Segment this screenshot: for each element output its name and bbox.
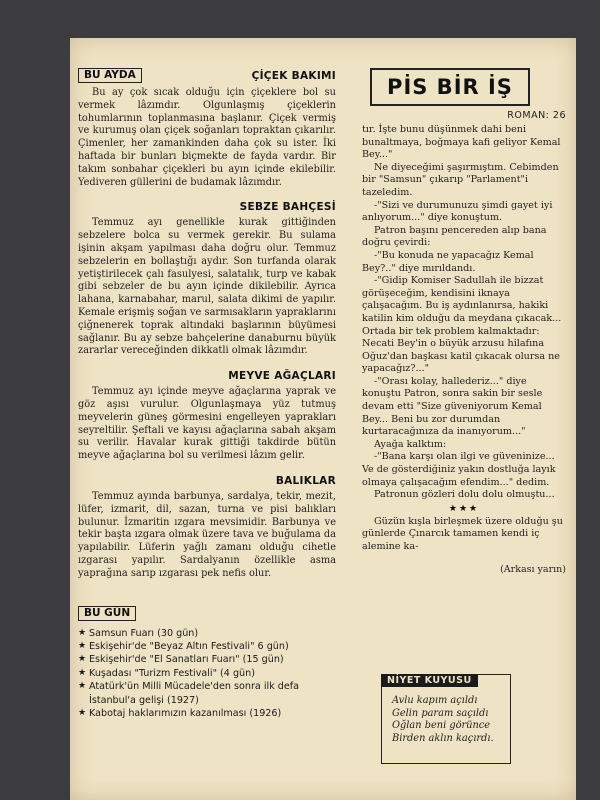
star-icon: ★ <box>78 627 87 638</box>
bu-gun-list <box>78 627 336 721</box>
roman-paragraph: -"Sizi ve durumunuzu şimdi gayet iyi anlıyorum..." diye konuştum. <box>362 199 553 224</box>
star-icon: ★ <box>78 640 87 651</box>
poem-line: Birden aklın kaçırdı. <box>392 732 494 744</box>
poem-line: Gelin param saçıldı <box>392 707 489 719</box>
separator-stars: ★★★ <box>448 503 480 514</box>
roman-paragraph: Ayağa kalktım: <box>374 438 447 450</box>
bu-ayda-header <box>78 68 336 83</box>
section-title-sebze: SEBZE BAHÇESİ <box>239 201 336 214</box>
section-text-sebze: Temmuz ayı genellikle kurak gittiğinden sebzelere bolca su vermek gerekir. Bu sulama işinin akşam yapılması daha doğru olur. Temmuz sebzelerin en bollaştığı aydır. Son turfanda olarak yetiştirilecek çalı fasulyesi, salatalık, turp ve kabak gibi sebzeler de bu ayın içinde dikilebilir. Ayrıca lahana, karnabahar, marul, salata dikimi de yapılır. Kemale erişmiş soğan ve sarmısakların yapraklarını çiğnenerek toprak altındaki başlarının büyümesi sağlanır. Bu ay sebze bahçelerine danaburnu büyük zararlar vereceğinden dikkatli olmak lâzımdır. <box>78 217 336 357</box>
roman-paragraph: Güzün kışla birleşmek üzere olduğu şu günlerde Çınarcık tamamen kendi iç alemine ka- <box>362 515 563 552</box>
roman-paragraph: Patronun gözleri dolu dolu olmuştu... <box>374 489 555 501</box>
roman-paragraph: -"Bana karşı olan ilgi ve güveninize... Ve de gösterdiğiniz yakın dostluğa layık olmaya çalışacağım efendim..." dedim. <box>362 451 556 488</box>
list-item: ★ Kuşadası "Turizm Festivali" (4 gün) <box>78 667 255 679</box>
roman-paragraph: -"Bu konuda ne yapacağız Kemal Bey?.." diye mırıldandı. <box>362 249 534 274</box>
section-text-baliklar: Temmuz ayında barbunya, sardalya, tekir, mezit, lüfer, izmarit, dil, sazan, turna ve pisi balıkları bulunur. İzmaritin ızgara mevsimidir. Barbunya ve tekir başta ızgara olmak üzere tava ve buğulama da yapılabilir. Lüferin yağlı zamanı olduğu cihetle ızgarası yapılır. Sardalyanın özellikle asma yaprağına sarıp ızgarası pek nefis olur. <box>78 490 336 579</box>
list-item: ★ Atatürk'ün Milli Mücadele'den sonra ilk defa İstanbul'a gelişi (1927) <box>78 681 300 706</box>
section-title-cicek: ÇİÇEK BAKIMI <box>251 69 336 82</box>
roman-paragraph: -"Orası kolay, hallederiz..." diye konuştu Patron, sonra sakin bir sesle devam etti "Size güveniyorum Kemal Bey... Beni bu zor durumdan kurtaracağınıza da inanıyorum..." <box>362 375 543 438</box>
list-item: ★ Eskişehir'de "El Sanatları Fuarı" (15 gün) <box>78 654 284 666</box>
section-text-meyve: Temmuz ayı içinde meyve ağaçlarına yaprak ve göz aşısı vurulur. Olgunlaşmaya yüz tutmuş meyvelerin güneş görmesini engelleyen yaprakları seyreltilir. Şeftali ve kayısı ağaçlarına sabah akşam su verilir. Havalar kurak gittiği takdirde bütün meyve ağaçlarına bol su verilmesi lâzım gelir. <box>78 386 336 462</box>
section-title-baliklar: BALIKLAR <box>275 474 336 487</box>
bu-ayda-label: BU AYDA <box>78 68 142 83</box>
bu-gun-label: BU GÜN <box>78 606 136 621</box>
poem <box>392 695 510 745</box>
list-item: ★ Eskişehir'de "Beyaz Altın Festivali" 6 gün) <box>78 640 289 652</box>
continued-note: (Arkası yarın) <box>500 563 566 575</box>
newspaper-clipping <box>70 38 576 800</box>
star-icon: ★ <box>78 667 87 678</box>
star-icon: ★ <box>78 707 87 718</box>
star-icon: ★ <box>78 681 87 692</box>
roman-subtitle: ROMAN: 26 <box>507 110 566 121</box>
left-column <box>78 68 336 720</box>
poem-line: Avlu kapım açıldı <box>392 695 478 706</box>
right-column <box>362 68 566 575</box>
niyet-kuyusu-box <box>381 674 511 764</box>
niyet-kuyusu-label: NİYET KUYUSU <box>381 674 478 687</box>
roman-paragraph: Patron başını pencereden alıp bana doğru çevirdi: <box>362 224 547 249</box>
section-text-cicek: Bu ay çok sıcak olduğu için çiçeklere bol su vermek lâzımdır. Olgunlaşmış çiçeklerin tohumlarının toplanmasına başlanır. Çiçek vermiş ve kurumuş olan çiçek soğanları topraktan çıkarılır. Çimenler, her zamankinden daha çok su ister. İki haftada bir bunları biçmekte de fayda vardır. Bir takım sonbahar çiçekleri bu ayın içinde ekilebilir. Yediveren güllerini de budamak lâzımdır. <box>78 87 336 188</box>
roman-title: PİS BİR İŞ <box>370 68 530 106</box>
poem-line: Oğlan beni görünce <box>392 720 491 732</box>
list-item: ★ Kabotaj haklarımızın kazanılması (1926) <box>78 707 282 719</box>
list-item: ★ Samsun Fuarı (30 gün) <box>78 627 199 639</box>
star-icon: ★ <box>78 654 87 665</box>
roman-paragraph: -"Gidip Komiser Sadullah ile bizzat görüşeceğim, kendisini iknaya çalışacağım. Bu iş aydınlanırsa, hakiki katilin kim olduğu da meydana çıkacak... Ortada bir tek problem kalmaktadır: Necati Bey'in o büyük arzusu hilafına Oğuz'dan başkası katil çıkacak olursa ne yapacağız?..." <box>362 275 562 375</box>
section-title-meyve: MEYVE AĞAÇLARI <box>228 370 336 383</box>
roman-paragraph: tır. İşte bunu düşünmek dahi beni bunaltmaya, boğmaya kafi geliyor Kemal Bey..." <box>362 124 561 161</box>
roman-paragraph: Ne diyeceğimi şaşırmıştım. Cebimden bir "Samsun" çıkarıp "Parlament"i tazeledim. <box>362 161 559 198</box>
